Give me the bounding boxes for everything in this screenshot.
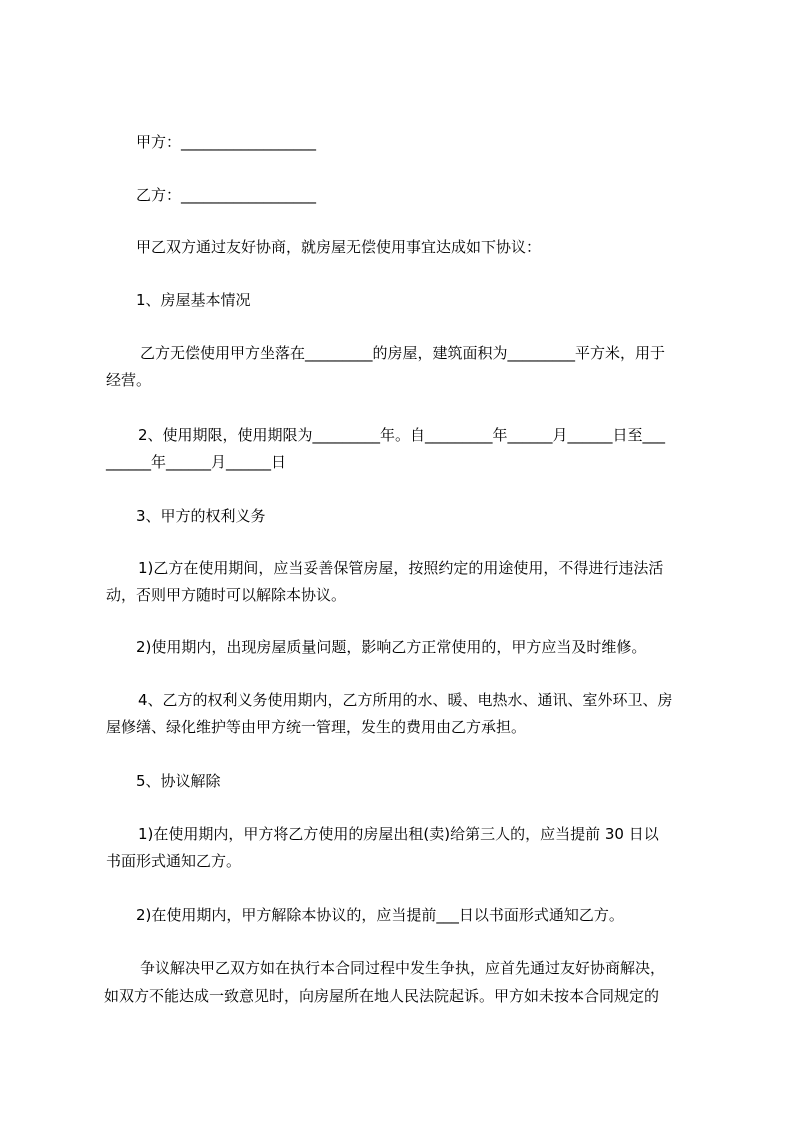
section-5-para-1-line-2: 书面形式通知乙方。 (106, 852, 242, 870)
section-3-title: 3、甲方的权利义务 (136, 507, 266, 525)
section-5-para-2: 2)在使用期内，甲方解除本协议的，应当提前___日以书面形式通知乙方。 (136, 906, 624, 924)
section-4-line-2: 屋修缮、绿化维护等由甲方统一管理，发生的费用由乙方承担。 (106, 718, 527, 736)
section-1-title: 1、房屋基本情况 (136, 291, 251, 309)
section-5-title: 5、协议解除 (136, 772, 221, 790)
section-2-line-2: ______年______月______日 (106, 453, 287, 471)
section-1-body-line-2: 经营。 (106, 371, 152, 389)
section-1-body-line-1: 乙方无偿使用甲方坐落在_________的房屋，建筑面积为_________平方米，用于 (140, 344, 666, 362)
section-4-line-1: 4、乙方的权利义务使用期内，乙方所用的水、暖、电热水、通讯、室外环卫、房 (138, 691, 673, 709)
section-3-para-1-line-2: 动，否则甲方随时可以解除本协议。 (106, 586, 347, 604)
section-2-line-1: 2、使用期限，使用期限为_________年。自_________年______月______日至___ (138, 426, 666, 444)
party-a-line: 甲方：__________________ (136, 133, 317, 151)
dispute-line-1: 争议解决甲乙双方如在执行本合同过程中发生争执，应首先通过友好协商解决， (140, 959, 666, 977)
intro-paragraph: 甲乙双方通过友好协商，就房屋无偿使用事宜达成如下协议： (136, 238, 542, 256)
party-b-line: 乙方：__________________ (136, 186, 317, 204)
section-3-para-1-line-1: 1)乙方在使用期间，应当妥善保管房屋，按照约定的用途使用，不得进行违法活 (138, 559, 664, 577)
section-5-para-1-line-1: 1)在使用期内，甲方将乙方使用的房屋出租(卖)给第三人的，应当提前 30 日以 (138, 825, 659, 843)
section-3-para-2: 2)使用期内，出现房屋质量问题，影响乙方正常使用的，甲方应当及时维修。 (136, 638, 647, 656)
dispute-line-2: 如双方不能达成一致意见时，向房屋所在地人民法院起诉。甲方如未按本合同规定的 (104, 987, 660, 1005)
